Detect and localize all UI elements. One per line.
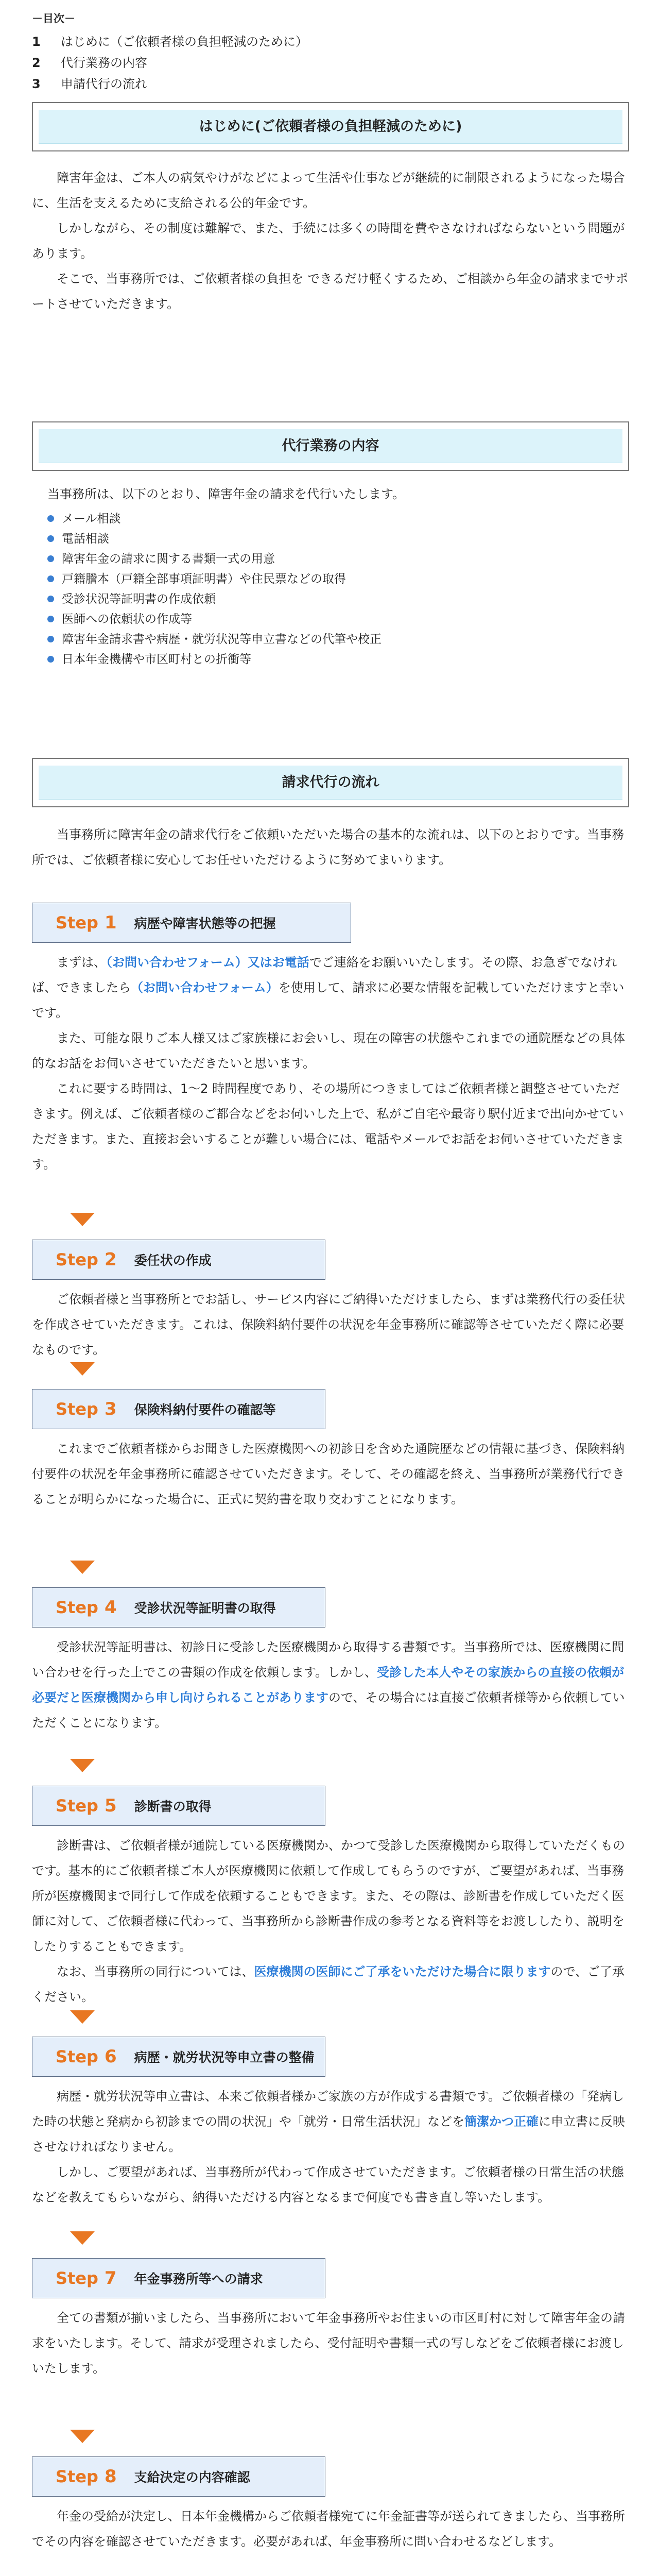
- intro-text: [32, 165, 629, 317]
- services-lead-text: 当事務所は、以下のとおり、障害年金の請求を代行いたします。: [47, 487, 405, 501]
- step-paragraph: [32, 1076, 629, 1177]
- body-text: また、可能な限りご本人様又はご家族様にお会いし、現在の障害の状態やこれまでの通院歴などの具体的なお話をお伺いさせていただきたいと思います。: [32, 1031, 625, 1071]
- intro-section-header: [32, 102, 629, 151]
- service-item-label: 受診状況等証明書の作成依頼: [62, 592, 216, 606]
- body-text: に申立書に反映させなければなりません。: [32, 2114, 625, 2154]
- services-lead: [47, 482, 624, 507]
- step-label: Step: [56, 2268, 98, 2288]
- body-text: 病歴・就労状況等申立書は、本来ご依頼者様かご家族の方が作成する書類です。ご依頼者様の「発病した時の状態と発病から初診までの間の状況」や「就労・日常生活状況」などを: [32, 2089, 625, 2129]
- intro-paragraph: 障害年金は、ご本人の病気やけがなどによって生活や仕事などが継続的に制限されるようになった場合に、生活を支えるために支給される公的年金です。: [32, 171, 625, 210]
- bullet-icon: [47, 555, 54, 562]
- service-item: [47, 650, 624, 670]
- bullet-icon: [47, 515, 54, 522]
- step-3-body: [32, 1436, 629, 1512]
- body-text: 受診状況等証明書は、初診日に受診した医療機関から取得する書類です。当事務所では、医療機関に問い合わせを行った上でこの書類の作成を依頼します。しかし、: [32, 1640, 625, 1680]
- service-item: [47, 609, 624, 630]
- body-text: 診断書は、ご依頼者様が通院している医療機関か、かつて受診した医療機関から取得していただくものです。基本的にご依頼者様ご本人が医療機関に依頼して作成してもらうのですが、ご要望があれば、当事務所が医療機関まで同行して作成を依頼することもできます。また、その際は、診断書を作成していただく医師に対して、ご依頼者様に代わって、当事務所から診断書作成の参考となる資料等をお渡ししたり、説明をしたりすることもできます。: [32, 1838, 625, 1954]
- step-label: Step: [56, 2047, 98, 2066]
- toc-item-3[interactable]: [32, 74, 147, 92]
- step-title: 保険料納付要件の確認等: [134, 1402, 276, 1417]
- service-item-label: 電話相談: [62, 532, 109, 546]
- body-text: ので、その場合には直接ご依頼者様等から依頼していただくことになります。: [32, 1690, 625, 1730]
- service-item-label: 障害年金請求書や病歴・就労状況等申立書などの代筆や校正: [62, 633, 381, 646]
- intro-paragraph: しかしながら、その制度は難解で、また、手続には多くの時間を費やさなければならないという問題があります。: [32, 221, 625, 261]
- service-item-label: 日本年金機構や市区町村との折衝等: [62, 653, 251, 666]
- down-arrow-icon: [70, 1213, 95, 1226]
- highlight-text[interactable]: （お問い合わせフォーム）: [131, 980, 279, 995]
- body-text: まずは、: [57, 955, 106, 970]
- bullet-icon: [47, 616, 54, 622]
- step-5-header: [32, 1786, 325, 1826]
- step-8-header: [32, 2456, 325, 2497]
- bullet-icon: [47, 575, 54, 582]
- step-paragraph: [32, 2084, 629, 2160]
- flow-section-header: [32, 758, 629, 807]
- step-paragraph: [32, 950, 629, 1026]
- toc-item-1[interactable]: [32, 31, 308, 49]
- step-paragraph: [32, 1635, 629, 1736]
- step-1-header: [32, 903, 351, 943]
- step-7-body: [32, 2306, 629, 2381]
- step-title: 病歴・就労状況等申立書の整備: [134, 2050, 315, 2065]
- step-number: 4: [104, 1597, 117, 1618]
- body-text: 年金の受給が決定し、日本年金機構からご依頼者様宛てに年金証書等が送られてきましたら、当事務所でその内容を確認させていただきます。必要があれば、年金事務所に問い合わせるなどします。: [32, 2509, 625, 2549]
- body-text: これに要する時間は、1～2 時間程度であり、その場所につきましてはご依頼者様と調整させていただきます。例えば、ご依頼者様のご都合などをお伺いした上で、私がご自宅や最寄り駅付近まで出向かせていただきます。また、直接お会いすることが難しい場合には、電話やメールでお話をお伺いさせていただきます。: [32, 1081, 624, 1172]
- toc-number: 1: [32, 35, 41, 49]
- step-6-header: [32, 2037, 325, 2077]
- highlight-text[interactable]: 医療機関の医師にご了承をいただけた場合に限ります: [254, 1964, 551, 1979]
- toc-label: 代行業務の内容: [61, 56, 147, 70]
- step-5-body: [32, 1833, 629, 2010]
- service-item-label: 医師への依頼状の作成等: [62, 613, 192, 626]
- step-label: Step: [56, 2467, 98, 2486]
- step-2-header: [32, 1240, 325, 1280]
- step-title: 委任状の作成: [134, 1253, 212, 1268]
- down-arrow-icon: [70, 2010, 95, 2024]
- flow-title: 請求代行の流れ: [39, 766, 622, 800]
- step-number: 7: [104, 2268, 117, 2289]
- down-arrow-icon: [70, 1362, 95, 1376]
- service-item: [47, 529, 624, 549]
- step-title: 年金事務所等への請求: [134, 2272, 263, 2286]
- step-label: Step: [56, 1796, 98, 1816]
- step-paragraph: [32, 2504, 629, 2554]
- service-item: [47, 589, 624, 609]
- step-label: Step: [56, 1250, 98, 1269]
- toc-label: はじめに（ご依頼者様の負担軽減のために）: [61, 35, 308, 49]
- highlight-text[interactable]: 簡潔かつ正確: [464, 2114, 539, 2129]
- step-title: 支給決定の内容確認: [134, 2470, 250, 2485]
- step-number: 1: [104, 912, 117, 933]
- service-item-label: 障害年金の請求に関する書類一式の用意: [62, 552, 275, 566]
- step-label: Step: [56, 1598, 98, 1617]
- step-4-body: [32, 1635, 629, 1736]
- toc-label: 申請代行の流れ: [61, 77, 147, 91]
- bullet-icon: [47, 636, 54, 642]
- step-number: 5: [104, 1795, 117, 1816]
- step-2-body: [32, 1287, 629, 1363]
- intro-paragraph: そこで、当事務所では、ご依頼者様の負担を できるだけ軽くするため、ご相談から年金の請求までサポートさせていただきます。: [32, 272, 629, 311]
- step-title: 受診状況等証明書の取得: [134, 1601, 276, 1616]
- bullet-icon: [47, 596, 54, 602]
- highlight-text[interactable]: 受診した本人やその家族からの直接の依頼が必要だと医療機関から申し向けられることがあります: [32, 1665, 625, 1705]
- step-1-body: [32, 950, 629, 1177]
- service-item-label: 戸籍謄本（戸籍全部事項証明書）や住民票などの取得: [62, 572, 346, 586]
- body-text: なお、当事務所の同行については、: [57, 1964, 254, 1979]
- body-text: でご連絡をお願いいたします。その際、お急ぎでなければ、できましたら: [32, 955, 617, 995]
- step-paragraph: [32, 1287, 629, 1363]
- toc-number: 2: [32, 56, 41, 70]
- body-text: これまでご依頼者様からお聞きした医療機関への初診日を含めた通院歴などの情報に基づき、保険料納付要件の状況を年金事務所に確認させていただきます。そして、その確認を終え、当事務所が業務代行できることが明らかになった場合に、正式に契約書を取り交わすことになります。: [32, 1442, 625, 1506]
- bullet-icon: [47, 535, 54, 542]
- step-number: 2: [104, 1249, 117, 1270]
- highlight-text[interactable]: （お問い合わせフォーム）又はお電話: [106, 955, 309, 970]
- flow-lead: [32, 822, 629, 873]
- step-8-body: [32, 2504, 629, 2554]
- step-number: 6: [104, 2046, 117, 2067]
- toc-heading: －目次－: [32, 12, 75, 25]
- step-paragraph: [32, 1436, 629, 1512]
- step-title: 病歴や障害状態等の把握: [134, 916, 276, 931]
- services-section-header: [32, 421, 629, 471]
- service-item: [47, 549, 624, 569]
- down-arrow-icon: [70, 1561, 95, 1574]
- step-label: Step: [56, 913, 98, 933]
- down-arrow-icon: [70, 1759, 95, 1772]
- step-paragraph: [32, 1959, 629, 2010]
- down-arrow-icon: [70, 2231, 95, 2245]
- flow-lead-text: 当事務所に障害年金の請求代行をご依頼いただいた場合の基本的な流れは、以下のとおりです。当事務所では、ご依頼者様に安心してお任せいただけるように努めてまいります。: [32, 827, 625, 867]
- step-7-header: [32, 2258, 325, 2298]
- body-text: を使用して、請求に必要な情報を記載していただけますと幸いです。: [32, 980, 625, 1020]
- toc-item-2[interactable]: [32, 53, 147, 71]
- intro-title: はじめに(ご依頼者様の負担軽減のために): [39, 110, 622, 144]
- services-title: 代行業務の内容: [39, 429, 622, 463]
- step-paragraph: [32, 1833, 629, 1959]
- step-paragraph: [32, 1026, 629, 1076]
- step-6-body: [32, 2084, 629, 2210]
- step-number: 3: [104, 1399, 117, 1419]
- step-paragraph: [32, 2160, 629, 2210]
- service-item: [47, 509, 624, 529]
- service-item: [47, 630, 624, 650]
- service-item: [47, 569, 624, 589]
- service-item-label: メール相談: [62, 512, 121, 526]
- step-title: 診断書の取得: [134, 1799, 212, 1814]
- toc-number: 3: [32, 77, 41, 91]
- services-list: [47, 509, 624, 670]
- body-text: ご依頼者様と当事務所とでお話し、サービス内容にご納得いただけましたら、まずは業務代行の委任状を作成させていただきます。これは、保険料納付要件の状況を年金事務所に確認等させていただく際に必要なものです。: [32, 1292, 625, 1357]
- body-text: しかし、ご要望があれば、当事務所が代わって作成させていただきます。ご依頼者様の日常生活の状態などを教えてもらいながら、納得いただける内容となるまで何度でも書き直し等いたします。: [32, 2165, 624, 2205]
- step-3-header: [32, 1389, 325, 1429]
- step-number: 8: [104, 2466, 117, 2487]
- step-paragraph: [32, 2306, 629, 2381]
- body-text: ので、ご了承ください。: [32, 1964, 625, 2004]
- step-label: Step: [56, 1399, 98, 1419]
- step-4-header: [32, 1587, 325, 1628]
- bullet-icon: [47, 656, 54, 663]
- down-arrow-icon: [70, 2430, 95, 2443]
- body-text: 全ての書類が揃いましたら、当事務所において年金事務所やお住まいの市区町村に対して障害年金の請求をいたします。そして、請求が受理されましたら、受付証明や書類一式の写しなどをご依頼者様にお渡しいたします。: [32, 2311, 625, 2376]
